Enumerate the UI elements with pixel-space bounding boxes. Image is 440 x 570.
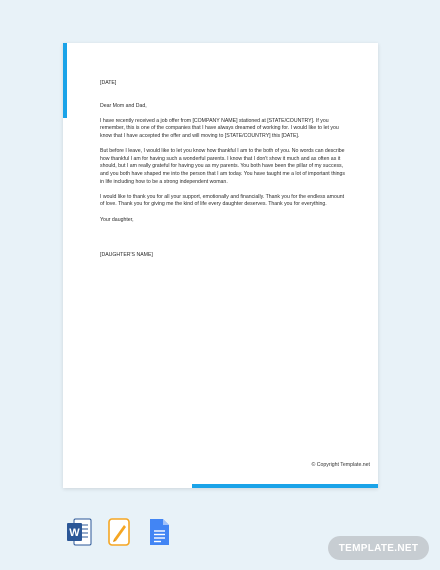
letter-body [100,80,348,267]
template-net-badge[interactable]: TEMPLATE.NET [328,536,429,560]
letter-paragraph: I would like to thank you for all your support, emotionally and financially. Thank you for the endless amount of love. Thank you for giving me the kind of life every daughter deserves. Thank you for everything. [100,193,345,208]
accent-bar-bottom [192,484,378,488]
word-icon-letter: W [69,527,80,539]
word-icon[interactable] [66,516,92,548]
copyright-text: © Copyright Template.net [311,462,370,468]
letter-salutation: Dear Mom and Dad, [100,102,147,109]
app-icons [66,516,172,548]
letter-paragraph: But before I leave, I would like to let you know how thankful I am to the both of you. No words can describe how thankful I am for having such a wonderful parents. I know that I don't show it much and as often as it should, but I am really grateful for having you as my parents. You both have been the pillar of my success, and you both have shaped me into the person that I am today. You have taught me a lot of important things in life including how to be a strong independent woman. [100,148,346,185]
letter-closing: Your daughter, [100,216,134,223]
pages-icon[interactable] [106,516,132,548]
google-docs-icon[interactable] [146,516,172,548]
accent-bar-left [63,43,67,118]
letter-date: [DATE] [100,80,117,86]
letter-signature: [DAUGHTER'S NAME] [100,252,153,259]
letter-paragraph: I have recently received a job offer from [COMPANY NAME] stationed at [STATE/COUNTRY]. If you remember, this is one of the companies that I have always dreamed of working for. I would like to let you know that I have accepted the offer and will moving to [STATE/COUNTRY] this [DATE]. [100,117,339,139]
